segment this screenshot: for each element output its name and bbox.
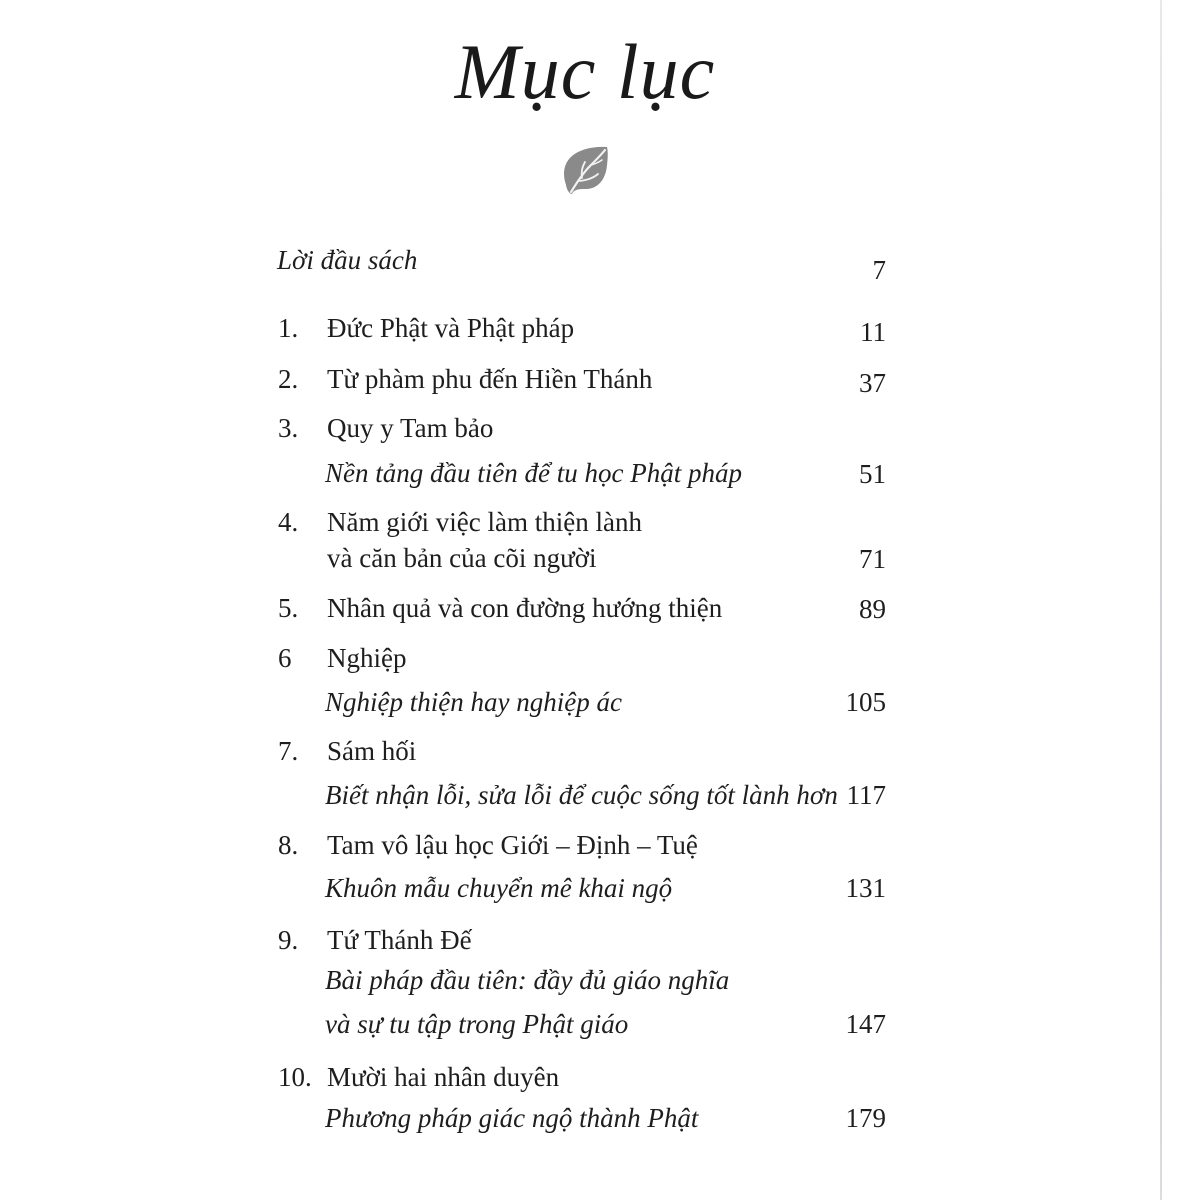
toc-chapter-1-page: 11 [860, 317, 886, 347]
toc-chapter-10-subtitle: Phương pháp giác ngộ thành Phật [325, 1103, 699, 1133]
toc-chapter-7-title: Sám hối [327, 736, 417, 766]
toc-chapter-3-subtitle: Nền tảng đầu tiên để tu học Phật pháp [325, 458, 742, 488]
page-edge-shadow [1160, 0, 1162, 1200]
toc-chapter-6-title: Nghiệp [327, 643, 407, 673]
toc-chapter-4-title: Năm giới việc làm thiện lành [327, 507, 642, 537]
toc-chapter-8-number: 8. [278, 830, 299, 860]
bodhi-leaf-icon [560, 145, 612, 195]
toc-chapter-4-title-line2: và căn bản của cõi người [327, 543, 597, 573]
toc-chapter-10-title: Mười hai nhân duyên [327, 1062, 560, 1092]
toc-intro-title: Lời đầu sách [277, 245, 418, 275]
toc-chapter-10-number: 10. [278, 1062, 312, 1092]
toc-chapter-9-number: 9. [278, 925, 299, 955]
toc-chapter-2-page: 37 [859, 368, 886, 398]
toc-chapter-5-page: 89 [859, 594, 886, 624]
toc-chapter-2-title: Từ phàm phu đến Hiền Thánh [327, 364, 653, 394]
toc-chapter-9-page: 147 [845, 1009, 886, 1039]
toc-chapter-6-number: 6 [278, 643, 292, 673]
toc-chapter-9-subtitle: Bài pháp đầu tiên: đầy đủ giáo nghĩa [325, 965, 730, 995]
toc-chapter-7-number: 7. [278, 736, 299, 766]
toc-chapter-3-page: 51 [859, 459, 886, 489]
toc-intro-page: 7 [872, 255, 886, 285]
toc-chapter-10-page: 179 [845, 1103, 886, 1133]
toc-chapter-9-title: Tứ Thánh Đế [327, 925, 472, 955]
toc-chapter-9-subtitle-line2: và sự tu tập trong Phật giáo [325, 1009, 629, 1039]
toc-chapter-8-title: Tam vô lậu học Giới – Định – Tuệ [327, 830, 698, 860]
toc-chapter-5-number: 5. [278, 593, 299, 623]
toc-chapter-2-number: 2. [278, 364, 299, 394]
toc-chapter-7-subtitle: Biết nhận lỗi, sửa lỗi để cuộc sống tốt lành hơn [325, 780, 838, 810]
toc-chapter-4-page: 71 [859, 544, 886, 574]
toc-chapter-5-title: Nhân quả và con đường hướng thiện [327, 593, 723, 623]
toc-chapter-3-title: Quy y Tam bảo [327, 413, 494, 443]
toc-chapter-3-number: 3. [278, 413, 299, 443]
toc-chapter-7-page: 117 [846, 780, 886, 810]
toc-chapter-8-subtitle: Khuôn mẫu chuyển mê khai ngộ [325, 873, 673, 903]
toc-chapter-4-number: 4. [278, 507, 299, 537]
page-title: Mục lục [454, 28, 716, 115]
toc-chapter-1-title: Đức Phật và Phật pháp [327, 313, 575, 343]
toc-chapter-6-page: 105 [845, 687, 886, 717]
toc-chapter-1-number: 1. [278, 313, 299, 343]
toc-chapter-8-page: 131 [845, 873, 886, 903]
toc-chapter-6-subtitle: Nghiệp thiện hay nghiệp ác [325, 687, 622, 717]
